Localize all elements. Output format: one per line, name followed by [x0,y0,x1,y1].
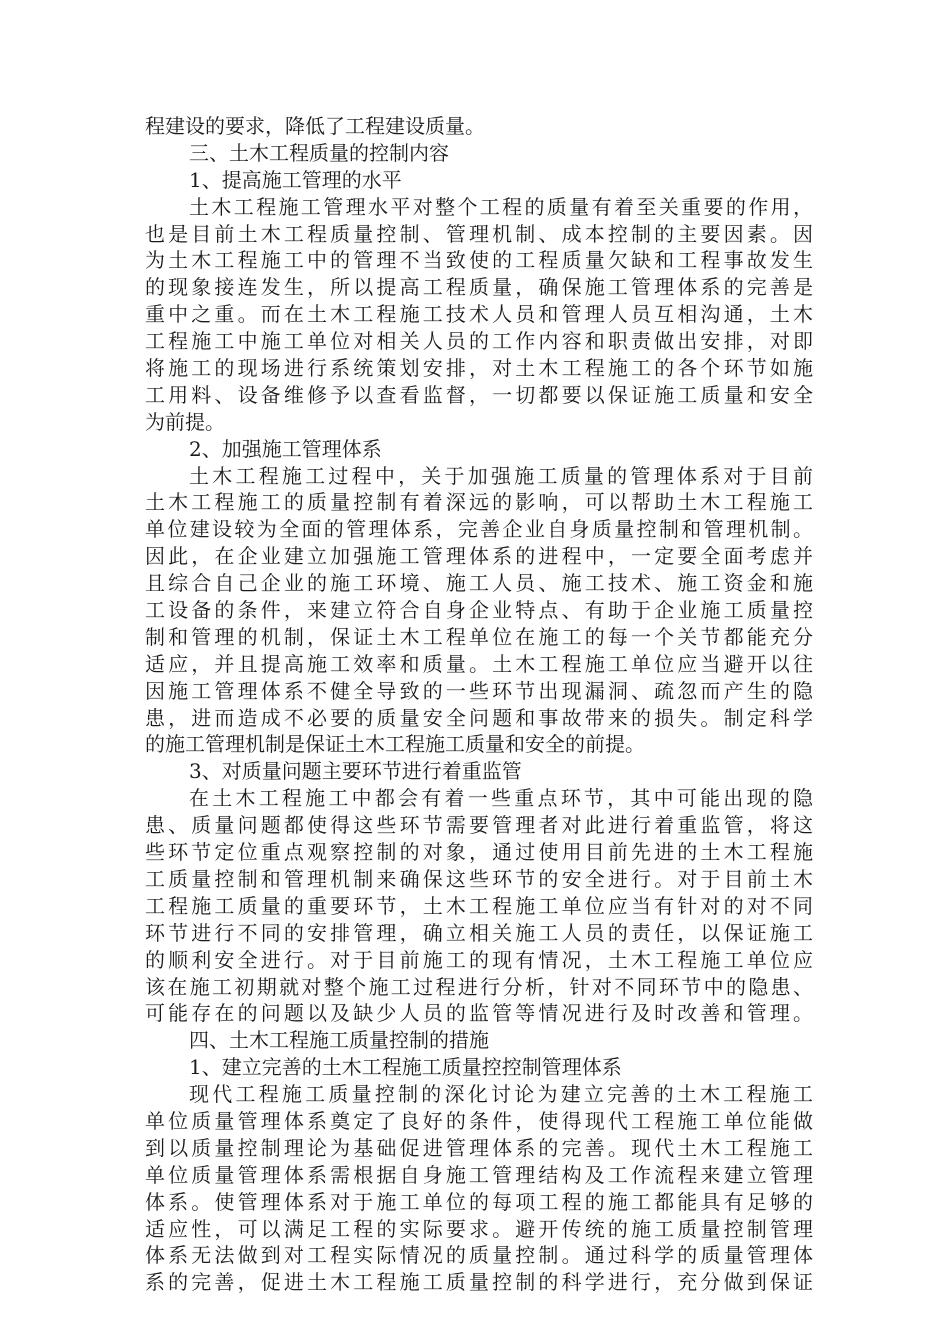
text-line: 将施工的现场进行系统策划安排，对土木工程施工的各个环节如施 [145,356,813,381]
text-line: 单位质量管理体系需根据自身施工管理结构及工作流程来建立管理 [145,1162,813,1187]
text-line: 工质量控制和管理机制来确保这些环节的安全进行。对于目前土木 [145,866,813,891]
text-line: 土木工程施工管理水平对整个工程的质量有着至关重要的作用， [189,194,813,219]
text-line: 适应，并且提高施工效率和质量。土木工程施工单位应当避开以往 [145,651,813,676]
text-line: 系的完善，促进土木工程施工质量控制的科学进行，充分做到保证 [145,1270,813,1295]
text-line: 因此，在企业建立加强施工管理体系的进程中，一定要全面考虑并 [145,544,813,569]
subsection-heading: 2、加强施工管理体系 [189,436,382,461]
text-line: 患，进而造成不必要的质量安全问题和事故带来的损失。制定科学 [145,705,813,730]
section-heading: 四、土木工程施工质量控制的措施 [189,1028,489,1053]
text-line: 到以质量控制理论为基础促进管理体系的完善。现代土木工程施工 [145,1135,813,1160]
text-line: 体系无法做到对工程实际情况的质量控制。通过科学的质量管理体 [145,1243,813,1268]
text-line: 且综合自己企业的施工环境、施工人员、施工技术、施工资金和施 [145,571,813,596]
section-heading: 三、土木工程质量的控制内容 [189,140,449,165]
text-line: 单位建设较为全面的管理体系，完善企业自身质量控制和管理机制。 [145,517,813,542]
text-line: 的现象接连发生，所以提高工程质量，确保施工管理体系的完善是 [145,275,813,300]
subsection-heading: 3、对质量问题主要环节进行着重监管 [189,759,522,784]
text-line: 重中之重。而在土木工程施工技术人员和管理人员互相沟通，土木 [145,302,813,327]
text-line: 在土木工程施工中都会有着一些重点环节，其中可能出现的隐 [189,786,813,811]
subsection-heading: 1、提高施工管理的水平 [189,167,402,192]
text-line: 工设备的条件，来建立符合自身企业特点、有助于企业施工质量控 [145,598,813,623]
document-body [145,113,813,1296]
text-line: 为土木工程施工中的管理不当致使的工程质量欠缺和工程事故发生 [145,248,813,273]
text-line: 工程施工质量的重要环节，土木工程施工单位应当有针对的对不同 [145,893,813,918]
text-line: 为前提。 [145,409,225,434]
text-line: 的顺利安全进行。对于目前施工的现有情况，土木工程施工单位应 [145,947,813,972]
text-line: 可能存在的问题以及缺少人员的监管等情况进行及时改善和管理。 [145,1001,813,1026]
text-line: 体系。使管理体系对于施工单位的每项工程的施工都能具有足够的 [145,1189,813,1214]
text-line: 单位质量管理体系奠定了良好的条件，使得现代工程施工单位能做 [145,1108,813,1133]
text-line: 患、质量问题都使得这些环节需要管理者对此进行着重监管，将这 [145,813,813,838]
text-line: 因施工管理体系不健全导致的一些环节出现漏洞、疏忽而产生的隐 [145,678,813,703]
text-line: 土木工程施工过程中，关于加强施工质量的管理体系对于目前 [189,463,813,488]
text-line: 些环节定位重点观察控制的对象，通过使用目前先进的土木工程施 [145,840,813,865]
text-line: 程建设的要求，降低了工程建设质量。 [145,114,485,138]
text-line: 制和管理的机制，保证土木工程单位在施工的每一个关节都能充分 [145,624,813,649]
text-line: 的施工管理机制是保证土木工程施工质量和安全的前提。 [145,732,645,757]
text-line: 也是目前土木工程质量控制、管理机制、成本控制的主要因素。因 [145,221,813,246]
text-line: 该在施工初期就对整个施工过程进行分析，针对不同环节中的隐患、 [145,974,813,999]
subsection-heading: 1、建立完善的土木工程施工质量控控制管理体系 [189,1055,622,1080]
text-line: 现代工程施工质量控制的深化讨论为建立完善的土木工程施工 [189,1082,813,1107]
text-line: 环节进行不同的安排管理，确立相关施工人员的责任，以保证施工 [145,920,813,945]
text-line: 工程施工中施工单位对相关人员的工作内容和职责做出安排，对即 [145,329,813,354]
text-line: 适应性，可以满足工程的实际要求。避开传统的施工质量控制管理 [145,1216,813,1241]
text-line: 工用料、设备维修予以查看监督，一切都要以保证施工质量和安全 [145,382,813,407]
text-line: 土木工程施工的质量控制有着深远的影响，可以帮助土木工程施工 [145,490,813,515]
